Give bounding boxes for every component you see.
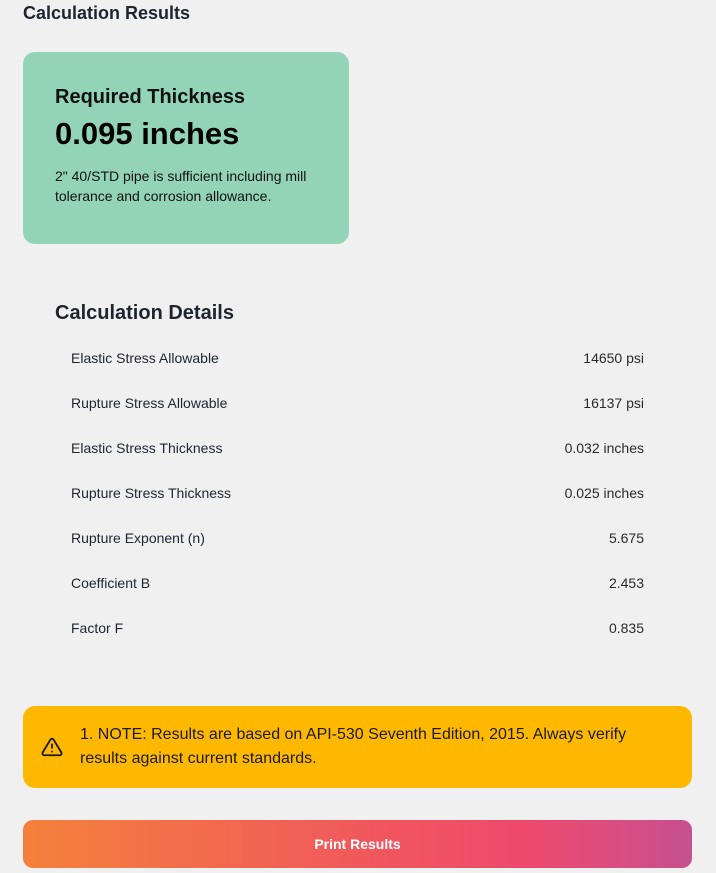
detail-label: Factor F: [71, 619, 124, 636]
detail-value: 14650 psi: [583, 349, 644, 366]
detail-label: Rupture Stress Thickness: [71, 484, 232, 501]
note-text: 1. NOTE: Results are based on API-530 Seventh Edition, 2015. Always verify results against current standards.: [80, 726, 627, 767]
detail-row: [71, 380, 644, 425]
detail-value: 0.835: [608, 619, 644, 636]
print-results-button[interactable]: Print Results: [23, 820, 692, 868]
page-title: Calculation Results: [23, 3, 191, 23]
detail-value: 2.453: [608, 574, 644, 591]
note-alert: [23, 706, 692, 788]
required-thickness-card: [23, 52, 349, 244]
result-value: 0.095 inches: [55, 116, 240, 151]
result-description: 2" 40/STD pipe is sufficient including mill tolerance and corrosion allowance.: [55, 168, 307, 204]
detail-row: [71, 335, 644, 380]
detail-label: Elastic Stress Thickness: [71, 439, 223, 456]
detail-label: Rupture Stress Allowable: [71, 394, 228, 411]
warning-icon: [41, 736, 63, 758]
detail-row: [71, 425, 644, 470]
result-label: Required Thickness: [55, 86, 246, 108]
details-title: Calculation Details: [55, 302, 234, 324]
detail-row: [71, 605, 644, 650]
detail-row: [71, 470, 644, 515]
details-list: [71, 335, 644, 650]
detail-row: [71, 560, 644, 605]
detail-label: Rupture Exponent (n): [71, 529, 205, 546]
detail-value: 16137 psi: [583, 394, 644, 411]
detail-label: Elastic Stress Allowable: [71, 349, 219, 366]
detail-value: 0.025 inches: [564, 484, 644, 501]
detail-value: 0.032 inches: [564, 439, 644, 456]
detail-value: 5.675: [608, 529, 644, 546]
detail-label: Coefficient B: [71, 574, 151, 591]
detail-row: [71, 515, 644, 560]
